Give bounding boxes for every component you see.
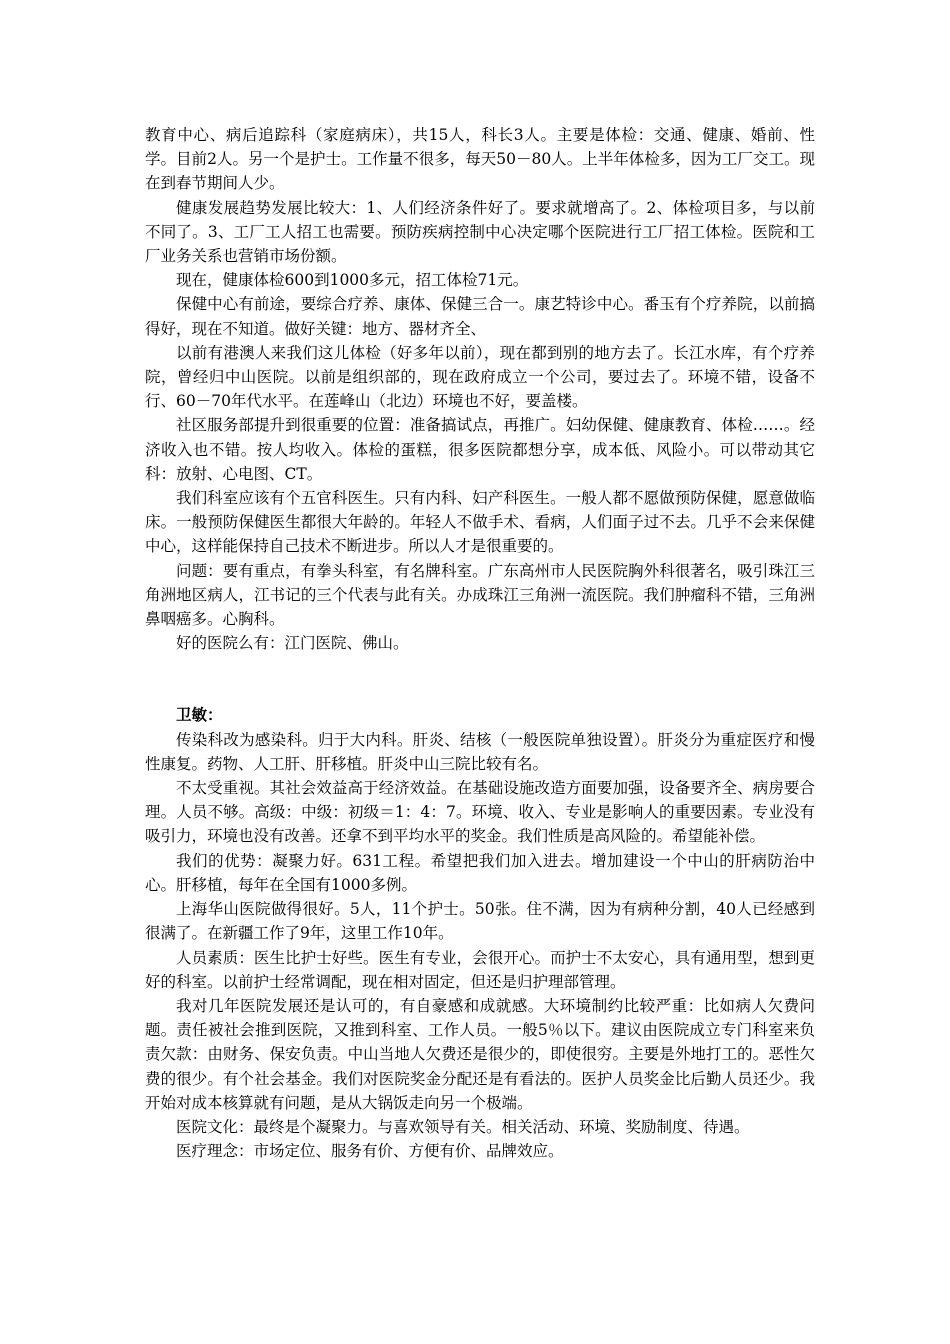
paragraph: 我们科室应该有个五官科医生。只有内科、妇产科医生。一般人都不愿做预防保健，愿意做临床。一般预防保健医生都很大年龄的。年轻人不做手术、看病，人们面子过不去。几乎不会来保健中心，这样能保持自己技术不断进步。所以人才是很重要的。 bbox=[145, 489, 815, 556]
paragraph: 好的医院么有：江门医院、佛山。 bbox=[176, 634, 409, 653]
document-body bbox=[145, 123, 815, 1163]
paragraph: 我们的优势：凝聚力好。631工程。希望把我们加入进去。增加建设一个中山的肝病防治中心。肝移植，每年在全国有1000多例。 bbox=[145, 851, 815, 894]
paragraph: 上海华山医院做得很好。5人，11个护士。50张。住不满，因为有病种分割，40人已经感到很满了。在新疆工作了9年，这里工作10年。 bbox=[145, 900, 815, 943]
paragraph: 现在，健康体检600到1000多元，招工体检71元。 bbox=[176, 271, 529, 290]
paragraph: 以前有港澳人来我们这儿体检（好多年以前），现在都到别的地方去了。长江水库，有个疗养院，曾经归中山医院。以前是组织部的，现在政府成立一个公司，要过去了。环境不错，设备不行、60－70年代水平。在莲峰山（北边）环境也不好，要盖楼。 bbox=[145, 343, 815, 411]
paragraph: 健康发展趋势发展比较大：1、人们经济条件好了。要求就增高了。2、体检项目多，与以前不同了。3、工厂工人招工也需要。预防疾病控制中心决定哪个医院进行工厂招工体检。医院和工厂业务关系也营销市场份额。 bbox=[145, 198, 815, 266]
paragraph: 保健中心有前途，要综合疗养、康体、保健三合一。康艺特诊中心。番玉有个疗养院，以前搞得好，现在不知道。做好关键：地方、器材齐全、 bbox=[145, 295, 815, 338]
paragraph: 不太受重视。其社会效益高于经济效益。在基础设施改造方面要加强，设备要齐全、病房要合理。人员不够。高级：中级：初级＝1：4：7。环境、收入、专业是影响人的重要因素。专业没有吸引力，环境也没有改善。还拿不到平均水平的奖金。我们性质是高风险的。希望能补偿。 bbox=[145, 779, 815, 846]
speaker-heading: 卫敏： bbox=[176, 705, 223, 725]
paragraph: 传染科改为感染科。归于大内科。肝炎、结核（一般医院单独设置）。肝炎分为重症医疗和慢性康复。药物、人工肝、肝移植。肝炎中山三院比较有名。 bbox=[145, 730, 815, 773]
paragraph: 我对几年医院发展还是认可的，有自豪感和成就感。大环境制约比较严重：比如病人欠费问题。责任被社会推到医院，又推到科室、工作人员。一般5％以下。建议由医院成立专门科室来负责欠款：由财务、保安负责。中山当地人欠费还是很少的，即使很穷。主要是外地打工的。恶性欠费的很少。有个社会基金。我们对医院奖金分配还是有看法的。医护人员奖金比后勤人员还少。我开始对成本核算就有问题，是从大锅饭走向另一个极端。 bbox=[145, 996, 815, 1112]
paragraph: 医疗理念：市场定位、服务有价、方便有价、品牌效应。 bbox=[176, 1142, 564, 1161]
paragraph: 问题：要有重点，有拳头科室，有名牌科室。广东高州市人民医院胸外科很著名，吸引珠江三角洲地区病人，江书记的三个代表与此有关。办成珠江三角洲一流医院。我们肿瘤科不错，三角洲鼻咽癌多。心胸科。 bbox=[145, 561, 815, 629]
paragraph: 社区服务部提升到很重要的位置：准备搞试点，再推广。妇幼保健、健康教育、体检……。经济收入也不错。按人均收入。体检的蛋糕，很多医院都想分享，成本低、风险小。可以带动其它科：放射、心电图、CT。 bbox=[145, 416, 815, 483]
paragraph: 人员素质：医生比护士好些。医生有专业，会很开心。而护士不太安心，具有通用型，想到更好的科室。以前护士经常调配，现在相对固定，但还是归护理部管理。 bbox=[145, 948, 815, 991]
section-spacer bbox=[145, 655, 815, 703]
paragraph: 教育中心、病后追踪科（家庭病床），共15人，科长3人。主要是体检：交通、健康、婚前、性学。目前2人。另一个是护士。工作量不很多，每天50－80人。上半年体检多，因为工厂交工。现在到春节期间人少。 bbox=[145, 126, 815, 193]
paragraph: 医院文化：最终是个凝聚力。与喜欢领导有关。相关活动、环境、奖励制度、待遇。 bbox=[176, 1117, 750, 1136]
